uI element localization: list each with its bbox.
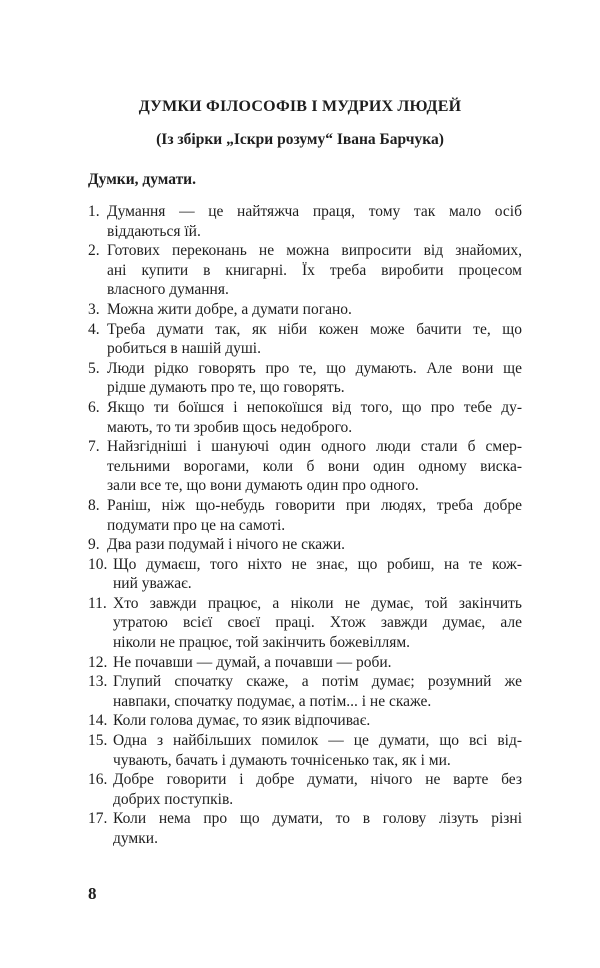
item-text-line: Коли голова думає, то язик відпочиває.: [113, 712, 371, 730]
item-text-line: Два рази подумай і нічого не скажи.: [107, 536, 346, 554]
page-subtitle: (Із збірки „Іскри розуму“ Івана Барчука): [156, 131, 444, 148]
item-number: 17.: [88, 810, 108, 828]
item-text-line: чувають, бачать і думають точнісенько так, як і ми.: [113, 751, 451, 769]
list-item: [88, 202, 522, 241]
item-number: 12.: [88, 653, 108, 671]
item-text-line: Найзгідніші і шануючі один одного люди стали б смер-: [107, 438, 522, 456]
item-text-line: Якщо ти боїшся і непокоїшся від того, що про тебе ду-: [107, 398, 522, 416]
list-item: [88, 359, 522, 398]
list-item: [88, 711, 522, 731]
item-text-line: Можна жити добре, а думати погано.: [107, 300, 352, 318]
item-text-line: Люди рідко говорять про те, що думають. Але вони ще: [107, 359, 522, 377]
list-item: [88, 770, 522, 809]
item-number: 6.: [88, 398, 100, 416]
section-heading: Думки, думати.: [88, 171, 196, 188]
item-number: 4.: [88, 320, 100, 338]
item-number: 9.: [88, 536, 100, 554]
page-title: ДУМКИ ФІЛОСОФІВ І МУДРИХ ЛЮДЕЙ: [138, 98, 462, 115]
item-number: 7.: [88, 438, 100, 456]
item-text-line: Одна з найбільших помилок — це думати, що всі від-: [113, 732, 522, 750]
item-text-line: Що думаєш, того ніхто не знає, що робиш, на те кож-: [113, 555, 522, 573]
item-number: 14.: [88, 712, 108, 730]
item-text-line: робиться в нашій душі.: [107, 340, 261, 358]
item-text-line: ний уважає.: [113, 575, 192, 593]
item-number: 10.: [88, 555, 108, 573]
list-item: [88, 731, 522, 770]
item-text-line: добрих поступків.: [113, 790, 234, 808]
item-number: 15.: [88, 732, 108, 750]
item-text-line: подумати про це на самоті.: [107, 516, 286, 534]
page-number: 8: [88, 884, 97, 903]
item-text-line: зали все те, що вони думають один про одного.: [107, 477, 419, 495]
item-text-line: рідше думають про те, що говорять.: [107, 379, 345, 397]
item-text-line: власного думання.: [107, 281, 229, 299]
item-text-line: Хто завжди працює, а ніколи не думає, той закінчить: [113, 594, 522, 612]
item-text-line: ніколи не працює, той закінчить божевіллям.: [113, 634, 411, 652]
list-item: [88, 653, 522, 673]
item-text-line: Треба думати так, як ніби кожен може бачити те, що: [107, 320, 522, 338]
list-item: [88, 241, 522, 300]
item-number: 1.: [88, 203, 100, 220]
item-text-line: навпаки, спочатку подумає, а потім... і не скаже.: [113, 692, 432, 710]
list-item: [88, 320, 522, 359]
item-text-line: віддаються їй.: [107, 222, 201, 240]
list-item: [88, 809, 522, 848]
item-text-line: Думання — це найтяжча праця, тому так мало осіб: [107, 203, 522, 220]
item-text-line: Добре говорити і добре думати, нічого не варте без: [113, 771, 522, 789]
item-number: 8.: [88, 496, 100, 514]
item-text-line: ані купити в книгарні. Їх треба виробити процесом: [107, 261, 522, 279]
item-number: 13.: [88, 673, 108, 691]
list-item: [88, 398, 522, 437]
item-number: 16.: [88, 771, 108, 789]
list-item: [88, 555, 522, 594]
item-text-line: думки.: [113, 830, 158, 847]
item-number: 5.: [88, 359, 100, 377]
list-item: [88, 535, 522, 555]
list-item: [88, 300, 522, 320]
item-text-line: Раніш, ніж що-небудь говорити при людях, треба добре: [107, 496, 522, 514]
list-item: [88, 496, 522, 535]
quotes-list: [88, 202, 522, 849]
list-item: [88, 594, 522, 653]
item-number: 3.: [88, 300, 100, 318]
item-number: 11.: [88, 594, 107, 612]
item-text-line: мають, то ти зробив щось недоброго.: [107, 418, 353, 436]
item-text-line: Готових переконань не можна випросити від знайомих,: [107, 242, 522, 260]
list-item: [88, 672, 522, 711]
item-text-line: Не почавши — думай, а почавши — роби.: [113, 653, 392, 671]
item-text-line: тельними ворогами, коли б вони один одному виска-: [107, 457, 522, 475]
item-text-line: Коли нема про що думати, то в голову лізуть різні: [113, 810, 522, 828]
item-number: 2.: [88, 242, 100, 260]
item-text-line: Глупий спочатку скаже, а потім думає; розумний же: [113, 673, 522, 691]
item-text-line: утратою всієї своєї праці. Хтож завжди думає, але: [113, 614, 522, 632]
list-item: [88, 437, 522, 496]
